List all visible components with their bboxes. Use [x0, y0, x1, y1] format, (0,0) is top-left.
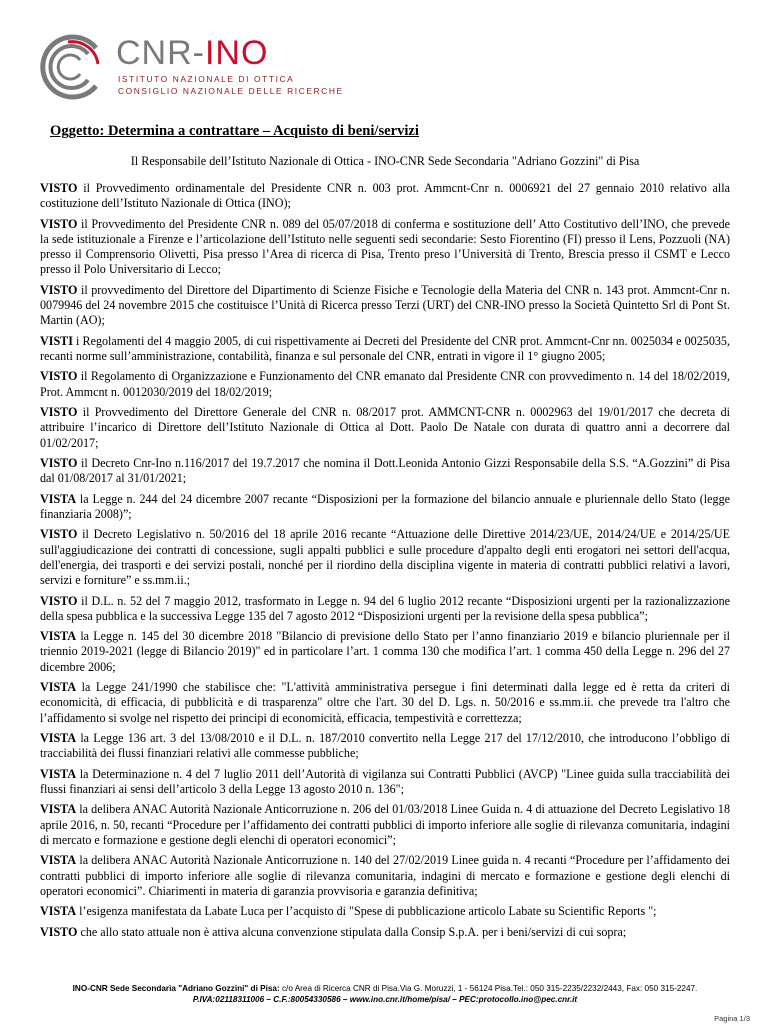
paragraph-lead: VISTO: [40, 181, 78, 195]
paragraph: [40, 405, 730, 451]
paragraph-lead: VISTO: [40, 527, 78, 542]
paragraph-text: che allo stato attuale non è attiva alcuna convenzione stipulata dalla Consip S.p.A. per i beni/servizi di cui sopra;: [77, 924, 627, 939]
paragraph: [40, 767, 730, 797]
paragraph-lead: VISTO: [40, 924, 78, 939]
paragraph-text: la Legge 136 art. 3 del 13/08/2010 e il D.L. n. 187/2010 convertito nella Legge 217 del 17/12/2010, che introducono l’obbligo di tracciabilità dei flussi finanziari relativi alle commesse pubbliche;: [40, 731, 730, 761]
footer-address: [40, 983, 730, 994]
paragraph-text: il Provvedimento del Presidente CNR n. 089 del 05/07/2018 di conferma e sostituzione dell’ Atto Costitutivo dell’INO, che prevede la sede istituzionale a Firenze e l’articolazione dell’Istituto nelle seguenti sedi secondarie: Sesto Fiorentino (FI) presso il Lens, Pozzuoli (NA) presso il Comprensorio Olivetti, Pisa presso l’Area di ricerca di Pisa, Trento preso l’Università di Trento, Brescia presso il CSMT e Lecco presso il Polo Universitario di Lecco;: [40, 216, 730, 277]
paragraph-lead: VISTO: [40, 456, 78, 471]
paragraph-lead: VISTO: [40, 282, 78, 297]
paragraph-text: il provvedimento del Direttore del Dipartimento di Scienze Fisiche e Tecnologie della Materia del CNR n. 143 prot. Ammcnt-Cnr n. 0079946 del 24 novembre 2015 che costituisce l’Unità di Ricerca presso Terzi (URT) del CNR-INO presso la Società Quintetto Srl di Pont St. Martin (AO);: [40, 282, 730, 328]
paragraph-lead: VISTI: [40, 333, 73, 348]
paragraph-text: la Legge n. 244 del 24 dicembre 2007 recante “Disposizioni per la formazione del bilancio annuale e pluriennale dello Stato (legge finanziaria 2008)”;: [40, 491, 730, 521]
page-footer: [40, 983, 730, 1005]
paragraph: [40, 680, 730, 726]
paragraph-lead: VISTO: [40, 405, 78, 420]
logo-subtitle-institute: ISTITUTO NAZIONALE DI OTTICA: [118, 74, 295, 84]
paragraph-text: il Regolamento di Organizzazione e Funzionamento del CNR emanato dal Presidente CNR con provvedimento n. 14 del 18/02/2019, Prot. Ammcnt n. 0012030/2019 del 18/02/2019;: [40, 369, 730, 399]
paragraph-lead: VISTA: [40, 491, 77, 506]
paragraph-lead: VISTO: [40, 216, 78, 231]
paragraph-lead: VISTA: [40, 802, 77, 817]
paragraph: [40, 283, 730, 329]
paragraph-text: il D.L. n. 52 del 7 maggio 2012, trasformato in Legge n. 94 del 6 luglio 2012 recante “Disposizioni urgenti per la razionalizzazione della spesa pubblica e la successiva Legge 135 del 7 agosto 2012 “Disposizioni urgenti per la revisione della spesa pubblica”;: [40, 593, 730, 623]
paragraph-lead: VISTA: [40, 629, 77, 644]
paragraph-text: la delibera ANAC Autorità Nazionale Anticorruzione n. 206 del 01/03/2018 Linee Guida n. 4 di attuazione del Decreto Legislativo 18 aprile 2016, n. 50, recanti “Procedure per l’affidamento dei contratti pubblici di importo inferiore alle soglie di rilevanza comunitaria, indagini di mercato e formazione e gestione degli elenchi di operatori economici”;: [40, 802, 730, 847]
logo-title-cnr: CNR-: [116, 34, 205, 72]
paragraph-lead: VISTO: [40, 593, 78, 608]
paragraph-text: la Determinazione n. 4 del 7 luglio 2011 dell’Autorità di vigilanza sui Contratti Pubblici (AVCP) "Linee guida sulla tracciabilità dei flussi finanziari ai sensi dell’articolo 3 della Legge 13 agosto 2010 n. 136";: [40, 766, 730, 796]
paragraph: [40, 527, 730, 588]
paragraph-text: la Legge n. 145 del 30 dicembre 2018 "Bilancio di previsione dello Stato per l’anno finanziario 2019 e bilancio pluriennale per il triennio 2019-2021 (legge di Bilancio 2019)" ed in particolare l’art. 1 comma 130 che modifica l’art. 1 comma 450 della Legge n. 296 del 27 dicembre 2006;: [40, 629, 730, 674]
paragraph-lead: VISTA: [40, 680, 77, 695]
paragraph: [40, 594, 730, 624]
paragraph-lead: VISTA: [40, 731, 77, 746]
paragraph-text: il Provvedimento ordinamentale del Presidente CNR n. 003 prot. Ammcnt-Cnr n. 0006921 del 27 gennaio 2010 relativo alla costituzione dell’Istituto Nazionale di Ottica (INO);: [40, 181, 730, 211]
paragraph: [40, 217, 730, 278]
paragraph: [40, 334, 730, 364]
paragraph-text: i Regolamenti del 4 maggio 2005, di cui rispettivamente ai Decreti del Presidente del CNR prot. Ammcnt-Cnr nn. 0025034 e 0025035, recanti norme sull’amministrazione, contabilità, finanza e sul personale del CNR, entrati in vigore il 1° giugno 2005;: [40, 333, 730, 363]
paragraph-text: la Legge 241/1990 che stabilisce che: "L'attività amministrativa persegue i fini determinati dalla legge ed è retta da criteri di economicità, di efficacia, di pubblicità e di trasparenza" oltre che l'art. 30 del D. Lgs. n. 50/2016 e ss.mm.ii. che prevede tra l'altro che l’affidamento si svolge nel rispetto dei principi di economicità, efficacia, tempestività e correttezza;: [40, 680, 730, 725]
paragraph: [40, 853, 730, 899]
paragraph: [40, 802, 730, 848]
paragraph: [40, 731, 730, 761]
paragraph-text: il Decreto Cnr-Ino n.116/2017 del 19.7.2017 che nomina il Dott.Leonida Antonio Gizzi Responsabile della S.S. “A.Gozzini” di Pisa dal 01/08/2017 al 31/01/2021;: [40, 456, 730, 486]
paragraph-lead: VISTA: [40, 766, 77, 781]
cnr-logo-icon: [38, 34, 104, 100]
paragraph-text: il Provvedimento del Direttore Generale del CNR n. 08/2017 prot. AMMCNT-CNR n. 0002963 del 19/01/2017 che decreta di attribuire l’incarico di Direttore dell’Istituto Nazionale di Ottica al Dott. Paolo De Natale con durata di quattro anni a decorrere dal 01/02/2017;: [40, 405, 730, 450]
paragraph: [40, 369, 730, 399]
paragraph: [40, 925, 730, 940]
footer-institute-name: INO-CNR Sede Secondaria "Adriano Gozzini" di Pisa:: [72, 984, 280, 993]
paragraph-lead: VISTO: [40, 369, 78, 384]
document-subject: Oggetto: Determina a contrattare – Acquisto di beni/servizi: [50, 123, 419, 139]
paragraph-lead: VISTA: [40, 904, 77, 919]
logo-title: [116, 34, 268, 72]
paragraph-text: l’esigenza manifestata da Labate Luca per l’acquisto di "Spese di pubblicazione articolo Labate su Scientific Reports ";: [76, 904, 657, 919]
footer-address-text: c/o Area di Ricerca CNR di Pisa.Via G. Moruzzi, 1 - 56124 Pisa.Tel.: 050 315-2235/2232/2443, Fax: 050 315-2247.: [279, 984, 698, 993]
paragraph: [40, 492, 730, 522]
paragraph-lead: VISTA: [40, 853, 77, 868]
logo-title-ino: INO: [204, 34, 269, 72]
document-body: [40, 181, 730, 945]
institute-logo: [38, 34, 344, 104]
paragraph: [40, 456, 730, 486]
paragraph-text: la delibera ANAC Autorità Nazionale Anticorruzione n. 140 del 27/02/2019 Linee guida n. 4 recanti “Procedure per l’affidamento dei contratti pubblici di importo inferiore alle soglie di rilevanza comunitaria, indagini di mercato e formazione e gestione degli elenchi di operatori economici”. Chiarimenti in materia di garanzia provvisoria e garanzia definitiva;: [40, 853, 730, 898]
paragraph: [40, 629, 730, 675]
paragraph: [40, 904, 730, 919]
responsabile-line: Il Responsabile dell’Istituto Nazionale di Ottica - INO-CNR Sede Secondaria "Adriano Gozzini" di Pisa: [130, 154, 640, 168]
footer-fiscal-info: P.IVA:02118311006 – C.F.:80054330586 – www.ino.cnr.it/home/pisa/ – PEC:protocollo.ino@pec.cnr.it: [192, 995, 578, 1004]
paragraph-text: il Decreto Legislativo n. 50/2016 del 18 aprile 2016 recante “Attuazione delle Direttive 2014/23/UE, 2014/24/UE e 2014/25/UE sull'aggiudicazione dei contratti di concessione, sugli appalti pubblici e sulle procedure d'appalto degli enti erogatori nei settori dell'acqua, dell'energia, dei trasporti e dei servizi postali, nonché per il riordino della disciplina vigente in materia di contratti pubblici relativi a lavori, servizi e forniture” e ss.mm.ii.;: [40, 527, 730, 588]
paragraph: [40, 181, 730, 211]
logo-subtitle-council: CONSIGLIO NAZIONALE DELLE RICERCHE: [118, 86, 344, 96]
page-number: Pagina 1/3: [714, 1014, 750, 1023]
